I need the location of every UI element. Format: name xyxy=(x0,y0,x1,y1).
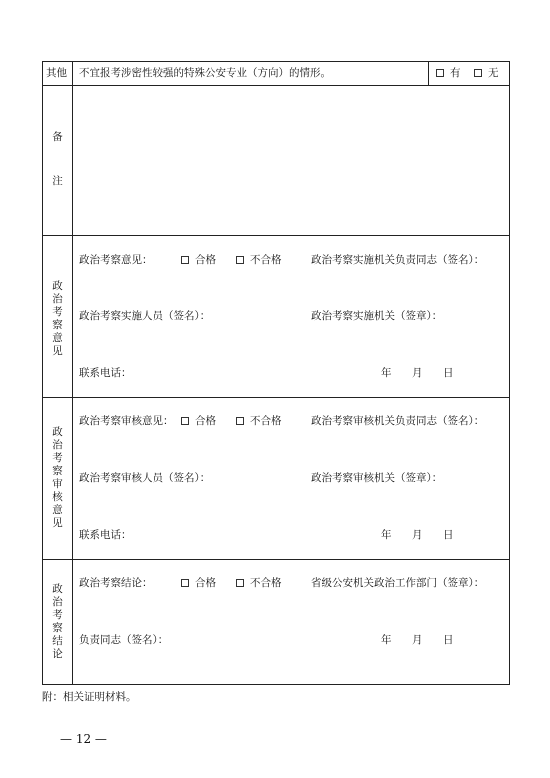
conclusion-section-label xyxy=(43,583,72,661)
option-yes-label: 有 xyxy=(450,67,461,79)
opinion-label-char: 考 xyxy=(52,306,63,318)
opinion-org-seal: 政治考察实施机关（签章）： xyxy=(311,310,443,322)
opinion-date-day: 日 xyxy=(443,367,454,379)
conclusion-label-char: 论 xyxy=(52,648,63,660)
opinion-date-month: 月 xyxy=(412,367,423,379)
review-date-year: 年 xyxy=(381,529,392,541)
review-label-char: 察 xyxy=(52,465,63,477)
checkbox-icon[interactable] xyxy=(436,69,444,77)
footnote: 附：相关证明材料。 xyxy=(42,691,137,703)
conclusion-leader-signature: 负责同志（签名）： xyxy=(79,634,169,646)
conclusion-label-char: 治 xyxy=(52,596,63,608)
pass-label: 合格 xyxy=(195,415,216,427)
opinion-label-char: 意 xyxy=(52,332,63,344)
table-border-bottom xyxy=(42,684,510,685)
label-column-divider xyxy=(72,61,73,685)
conclusion-date-year: 年 xyxy=(381,634,392,646)
review-label-char: 审 xyxy=(52,478,63,490)
opinion-fail-option[interactable] xyxy=(236,255,282,266)
review-label-char: 治 xyxy=(52,439,63,451)
review-label-char: 意 xyxy=(52,504,63,516)
opinion-label-char: 见 xyxy=(52,345,63,357)
opinion-pass-option[interactable] xyxy=(181,255,216,266)
row-divider-2 xyxy=(42,235,510,236)
opinion-leader-signature: 政治考察实施机关负责同志（签名）： xyxy=(311,254,485,266)
conclusion-pass-option[interactable] xyxy=(181,578,216,589)
opinion-field-label: 政治考察意见： xyxy=(79,254,153,266)
review-label-char: 考 xyxy=(52,452,63,464)
review-org-seal: 政治考察审核机关（签章）： xyxy=(311,472,443,484)
table-border-top xyxy=(42,61,510,62)
option-no[interactable] xyxy=(474,68,499,79)
row-other-text: 不宜报考涉密性较强的特殊公安专业（方向）的情形。 xyxy=(79,67,331,79)
checkbox-icon[interactable] xyxy=(181,256,189,264)
conclusion-label-char: 政 xyxy=(52,583,63,595)
remarks-label xyxy=(43,132,72,187)
review-label-char: 政 xyxy=(52,426,63,438)
review-date-day: 日 xyxy=(443,529,454,541)
checkbox-icon[interactable] xyxy=(236,579,244,587)
fail-label: 不合格 xyxy=(250,577,282,589)
opinion-label-char: 政 xyxy=(52,280,63,292)
checkbox-icon[interactable] xyxy=(236,417,244,425)
option-no-label: 无 xyxy=(488,67,499,79)
review-pass-option[interactable] xyxy=(181,416,216,427)
conclusion-field-label: 政治考察结论： xyxy=(79,577,153,589)
conclusion-label-char: 考 xyxy=(52,609,63,621)
conclusion-date-month: 月 xyxy=(412,634,423,646)
row-other-label: 其他 xyxy=(46,67,67,79)
checkbox-icon[interactable] xyxy=(181,579,189,587)
pass-label: 合格 xyxy=(195,577,216,589)
opinion-date-year: 年 xyxy=(381,367,392,379)
review-label-char: 核 xyxy=(52,491,63,503)
conclusion-fail-option[interactable] xyxy=(236,578,282,589)
row-divider-1 xyxy=(42,85,510,86)
page-number: — 12 — xyxy=(60,732,107,746)
review-leader-signature: 政治考察审核机关负责同志（签名）： xyxy=(311,415,485,427)
checkbox-icon[interactable] xyxy=(181,417,189,425)
review-date-month: 月 xyxy=(412,529,423,541)
review-phone: 联系电话： xyxy=(79,529,132,541)
review-section-label xyxy=(43,426,72,530)
remarks-label-char: 备 xyxy=(52,131,63,143)
option-yes[interactable] xyxy=(436,68,461,79)
conclusion-label-char: 结 xyxy=(52,635,63,647)
opinion-phone: 联系电话： xyxy=(79,367,132,379)
opinion-section-label xyxy=(43,280,72,358)
options-column-divider xyxy=(428,61,429,85)
review-label-char: 见 xyxy=(52,517,63,529)
fail-label: 不合格 xyxy=(250,254,282,266)
opinion-label-char: 治 xyxy=(52,293,63,305)
row-divider-3 xyxy=(42,397,510,398)
row-divider-4 xyxy=(42,559,510,560)
conclusion-date-day: 日 xyxy=(443,634,454,646)
opinion-label-char: 察 xyxy=(52,319,63,331)
checkbox-icon[interactable] xyxy=(474,69,482,77)
conclusion-label-char: 察 xyxy=(52,622,63,634)
remarks-label-char: 注 xyxy=(52,175,63,187)
pass-label: 合格 xyxy=(195,254,216,266)
table-border-right xyxy=(509,61,510,685)
opinion-staff-signature: 政治考察实施人员（签名）： xyxy=(79,310,211,322)
review-staff-signature: 政治考察审核人员（签名）： xyxy=(79,472,211,484)
conclusion-dept-seal: 省级公安机关政治工作部门（签章）： xyxy=(311,577,485,589)
fail-label: 不合格 xyxy=(250,415,282,427)
review-fail-option[interactable] xyxy=(236,416,282,427)
review-field-label: 政治考察审核意见： xyxy=(79,415,174,427)
checkbox-icon[interactable] xyxy=(236,256,244,264)
